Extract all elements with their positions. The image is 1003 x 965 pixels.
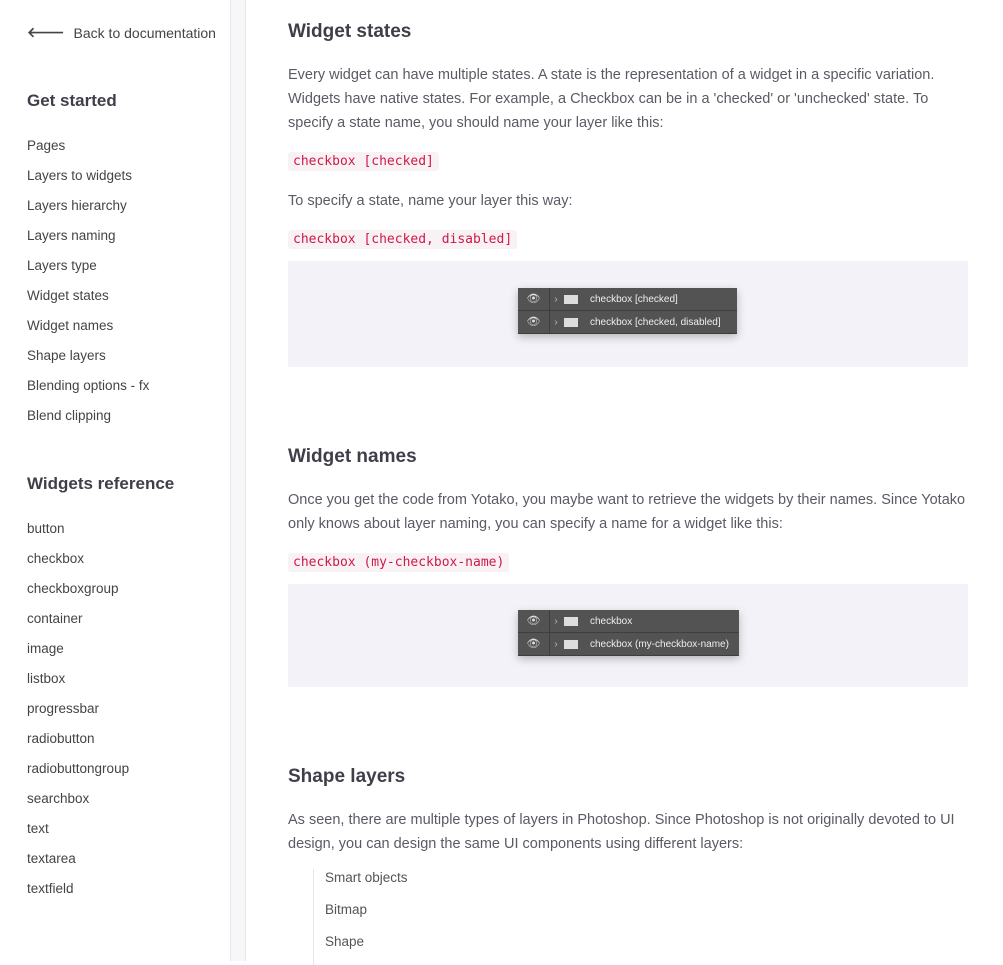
- folder-icon: [564, 617, 578, 626]
- layers-screenshot: [288, 584, 968, 687]
- chevron-right-icon: ›: [554, 638, 558, 650]
- sidebar-divider: [231, 0, 246, 961]
- eye-icon: 👁: [518, 610, 550, 632]
- nav-item[interactable]: container: [27, 611, 83, 626]
- nav-item[interactable]: textarea: [27, 851, 76, 866]
- paragraph: Every widget can have multiple states. A state is the representation of a widget in a specific variation. Widgets have native states. For example, a Checkbox can be in a 'checked' or 'unchecked' state. To specify a state name, you should name your layer like this:: [288, 67, 935, 131]
- nav-item[interactable]: Pages: [27, 138, 66, 153]
- layers-panel: [518, 288, 737, 334]
- nav-item[interactable]: radiobutton: [27, 731, 95, 746]
- heading-widget-states: Widget states: [288, 21, 412, 42]
- nav-item[interactable]: button: [27, 521, 65, 536]
- chevron-right-icon: ›: [554, 615, 558, 627]
- nav-item[interactable]: Widget states: [27, 288, 109, 303]
- folder-icon: [564, 640, 578, 649]
- back-label: Back to documentation: [73, 24, 216, 41]
- nav-get-started: [27, 137, 149, 437]
- eye-icon: 👁: [518, 288, 550, 310]
- code-snippet: checkbox (my-checkbox-name): [288, 553, 509, 572]
- folder-icon: [564, 295, 578, 304]
- sidebar: [0, 0, 231, 961]
- heading-shape-layers: Shape layers: [288, 766, 406, 787]
- layer-row: [518, 633, 739, 656]
- folder-icon: [564, 318, 578, 327]
- section-title-widgets-reference: Widgets reference: [27, 474, 175, 493]
- code-snippet: checkbox [checked]: [288, 152, 439, 171]
- nav-item[interactable]: Widget names: [27, 318, 114, 333]
- paragraph: To specify a state, name your layer this way:: [288, 193, 573, 209]
- chevron-right-icon: ›: [554, 316, 558, 328]
- nav-item[interactable]: checkboxgroup: [27, 581, 119, 596]
- layers-panel: [518, 610, 739, 656]
- heading-widget-names: Widget names: [288, 446, 417, 467]
- paragraph: Once you get the code from Yotako, you maybe want to retrieve the widgets by their names. Since Yotako only knows about layer naming, you can specify a name for a widget like this:: [288, 492, 966, 532]
- eye-icon: 👁: [518, 311, 550, 333]
- nav-item[interactable]: Layers to widgets: [27, 168, 133, 183]
- paragraph: As seen, there are multiple types of layers in Photoshop. Since Photoshop is not originally devoted to UI design, you can design the same UI components using different layers:: [288, 812, 955, 852]
- nav-item[interactable]: Layers naming: [27, 228, 116, 243]
- eye-icon: 👁: [518, 633, 550, 655]
- nav-item[interactable]: radiobuttongroup: [27, 761, 130, 776]
- list-item: Smart objects: [325, 870, 408, 885]
- list-item: Shape: [325, 934, 365, 949]
- code-snippet: checkbox [checked, disabled]: [288, 230, 517, 249]
- layer-name: checkbox: [590, 615, 633, 627]
- nav-widgets-reference: [27, 520, 129, 910]
- chevron-right-icon: ›: [554, 293, 558, 305]
- layer-row: [518, 610, 739, 633]
- layer-types-list: [313, 869, 408, 965]
- nav-item[interactable]: textfield: [27, 881, 74, 896]
- arrow-left-icon: 🡐: [27, 24, 65, 40]
- nav-item[interactable]: Layers hierarchy: [27, 198, 127, 213]
- layer-row: [518, 288, 737, 311]
- nav-item[interactable]: Layers type: [27, 258, 97, 273]
- nav-item[interactable]: Blend clipping: [27, 408, 112, 423]
- nav-item[interactable]: progressbar: [27, 701, 100, 716]
- layer-name: checkbox [checked]: [590, 293, 678, 305]
- nav-item[interactable]: listbox: [27, 671, 66, 686]
- nav-item[interactable]: Shape layers: [27, 348, 106, 363]
- layer-name: checkbox (my-checkbox-name): [590, 638, 729, 650]
- nav-item[interactable]: image: [27, 641, 64, 656]
- layer-name: checkbox [checked, disabled]: [590, 316, 721, 328]
- layer-row: [518, 311, 737, 334]
- nav-item[interactable]: checkbox: [27, 551, 85, 566]
- layers-screenshot: [288, 261, 968, 367]
- section-title-get-started: Get started: [27, 91, 117, 110]
- nav-item[interactable]: Blending options - fx: [27, 378, 150, 393]
- list-item: Bitmap: [325, 902, 368, 917]
- nav-item[interactable]: text: [27, 821, 49, 836]
- back-to-documentation-link[interactable]: [27, 24, 216, 41]
- nav-item[interactable]: searchbox: [27, 791, 90, 806]
